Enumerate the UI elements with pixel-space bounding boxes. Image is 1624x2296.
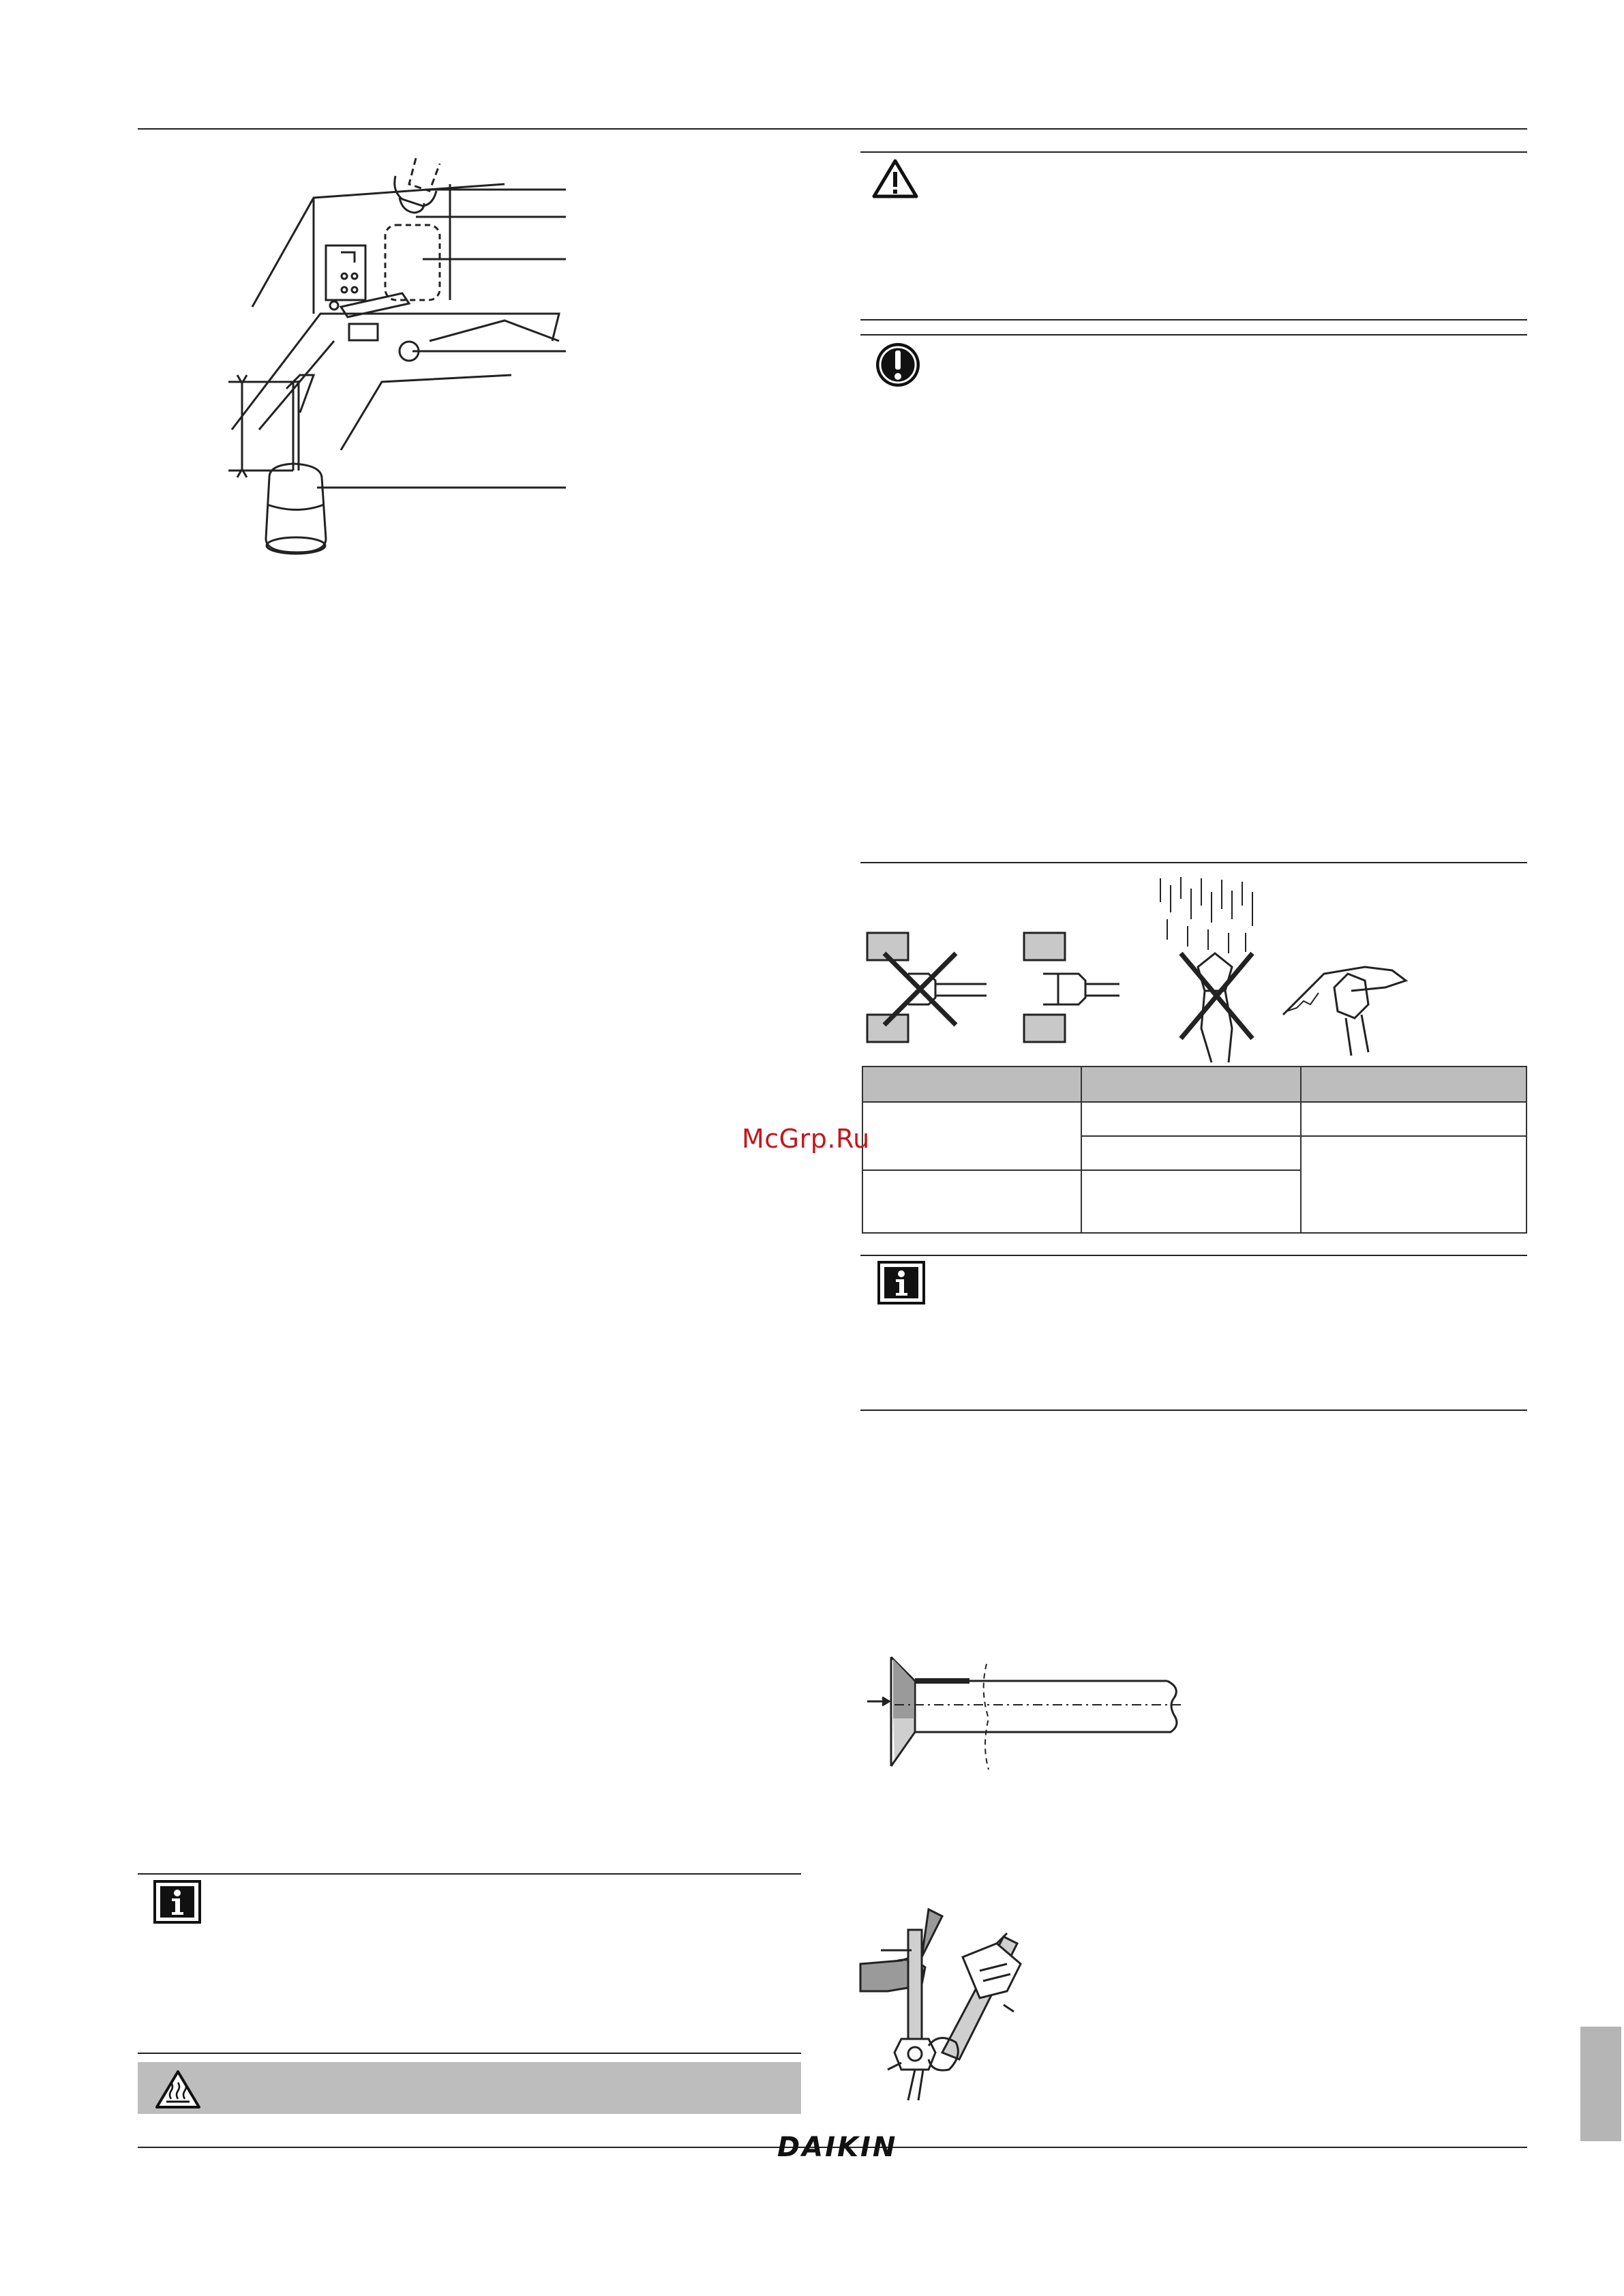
piping-spec-table (862, 1066, 1527, 1234)
warning-triangle-icon (871, 158, 919, 199)
table-cell (862, 1102, 1081, 1170)
hot-surface-banner (138, 2062, 801, 2114)
info-bottom-rule (860, 1410, 1527, 1411)
caution-top-rule (860, 334, 1527, 336)
table-cell (1081, 1102, 1300, 1136)
left-info-top-rule (138, 1873, 801, 1875)
table-cell (1301, 1102, 1527, 1136)
warning-top-rule (860, 151, 1527, 153)
info-top-rule (860, 1255, 1527, 1256)
table-cell (1081, 1170, 1300, 1233)
warning-bottom-rule (860, 319, 1527, 320)
caution-bottom-rule (860, 862, 1527, 863)
wrench-tightening-illustration (860, 1903, 1051, 2107)
information-icon (153, 1879, 202, 1924)
left-info-bottom-rule (138, 2053, 801, 2054)
hot-surface-icon (154, 2069, 202, 2110)
table-cell (1301, 1136, 1527, 1233)
drain-test-illustration (205, 143, 586, 566)
watermark: McGrp.Ru (742, 1124, 870, 1154)
caution-exclamation-icon (874, 341, 922, 389)
daikin-logo: DAIKIN (777, 2132, 898, 2163)
table-header-cell (1081, 1067, 1300, 1102)
flare-section-illustration (860, 1650, 1188, 1773)
table-header-cell (1301, 1067, 1527, 1102)
information-icon (877, 1260, 926, 1305)
table-cell (1081, 1136, 1300, 1170)
flare-protection-illustration (860, 871, 1419, 1062)
table-cell (862, 1170, 1081, 1233)
header-rule (138, 128, 1527, 130)
chapter-tab (1580, 2027, 1621, 2141)
table-header-cell (862, 1067, 1081, 1102)
